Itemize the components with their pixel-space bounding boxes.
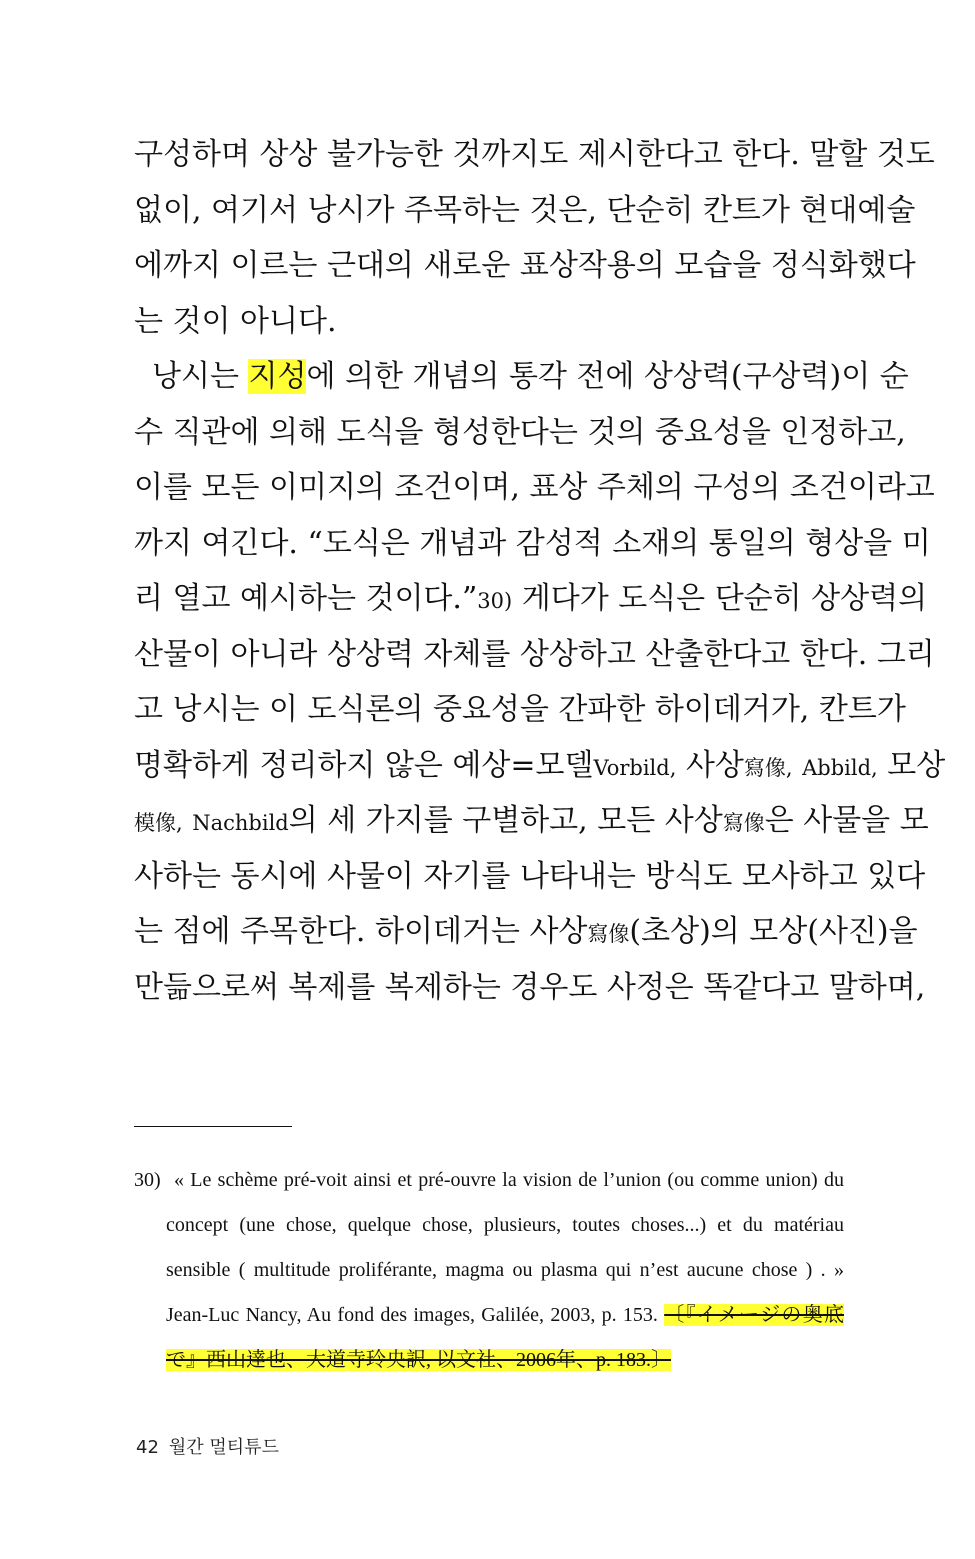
body-line-10: 산물이 아니라 상상력 자체를 상상하고 산출한다고 한다. 그리 (134, 637, 935, 672)
body-line-13: 模像, Nachbild의 세 가지를 구별하고, 모든 사상寫像은 사물을 모 (134, 803, 929, 838)
publication-title: 월간 멀티튜드 (168, 1437, 279, 1458)
footnote-ref: 30) (477, 589, 513, 613)
footnote-number: 30) (134, 1169, 161, 1191)
body-line-5: 낭시는 지성에 의한 개념의 통각 전에 상상력(구상력)이 순 (152, 359, 909, 394)
body-line-7: 이를 모든 이미지의 조건이며, 표상 주체의 구성의 조건이라고 (134, 470, 935, 505)
footnote-line-1: « Le schème pré-voit ainsi et pré-ouvre la vision de l’union (ou comme union) du (174, 1169, 844, 1191)
page-footer (136, 1436, 289, 1460)
struck-citation-cont: で』西山達也、大道寺玲央訳, 以文社、2006年、p. 183.〕 (166, 1349, 671, 1371)
body-line-14: 사하는 동시에 사물이 자기를 나타내는 방식도 모사하고 있다 (134, 859, 926, 894)
body-line-3: 에까지 이르는 근대의 새로운 표상작용의 모습을 정식화했다 (134, 248, 916, 283)
footnote-separator (134, 1126, 292, 1127)
body-line-1: 구성하며 상상 불가능한 것까지도 제시한다고 한다. 말할 것도 (134, 137, 935, 172)
body-line-4: 는 것이 아니다. (134, 304, 337, 339)
page-number: 42 (136, 1437, 159, 1458)
highlighted-term: 지성 (248, 359, 307, 394)
body-line-6: 수 직관에 의해 도식을 형성한다는 것의 중요성을 인정하고, (134, 415, 906, 450)
footnote-line-2: concept (une chose, quelque chose, plusieurs, toutes choses...) et du matériau (166, 1214, 844, 1236)
struck-citation: 〔『イメージの奥底 (664, 1304, 844, 1326)
body-line-9: 리 열고 예시하는 것이다.”30) 게다가 도식은 단순히 상상력의 (134, 581, 928, 616)
body-line-15: 는 점에 주목한다. 하이데거는 사상寫像(초상)의 모상(사진)을 (134, 914, 918, 949)
body-line-8: 까지 여긴다. “도식은 개념과 감성적 소재의 통일의 형상을 미 (134, 526, 931, 561)
body-line-11: 고 낭시는 이 도식론의 중요성을 간파한 하이데거가, 칸트가 (134, 692, 906, 727)
footnote-line-4: Jean-Luc Nancy, Au fond des images, Galilée, 2003, p. 153. 〔『イメージの奥底 (166, 1304, 844, 1326)
body-line-2: 없이, 여기서 낭시가 주목하는 것은, 단순히 칸트가 현대예술 (134, 193, 916, 228)
body-line-16: 만듦으로써 복제를 복제하는 경우도 사정은 똑같다고 말하며, (134, 970, 926, 1005)
footnote-line-3: sensible ( multitude proliférante, magma ou plasma qui n’est aucune chose ) . » (166, 1259, 844, 1281)
footnote-line-5 (166, 1346, 844, 1374)
body-line-12: 명확하게 정리하지 않은 예상=모델Vorbild, 사상寫像, Abbild, 모상 (134, 748, 946, 783)
